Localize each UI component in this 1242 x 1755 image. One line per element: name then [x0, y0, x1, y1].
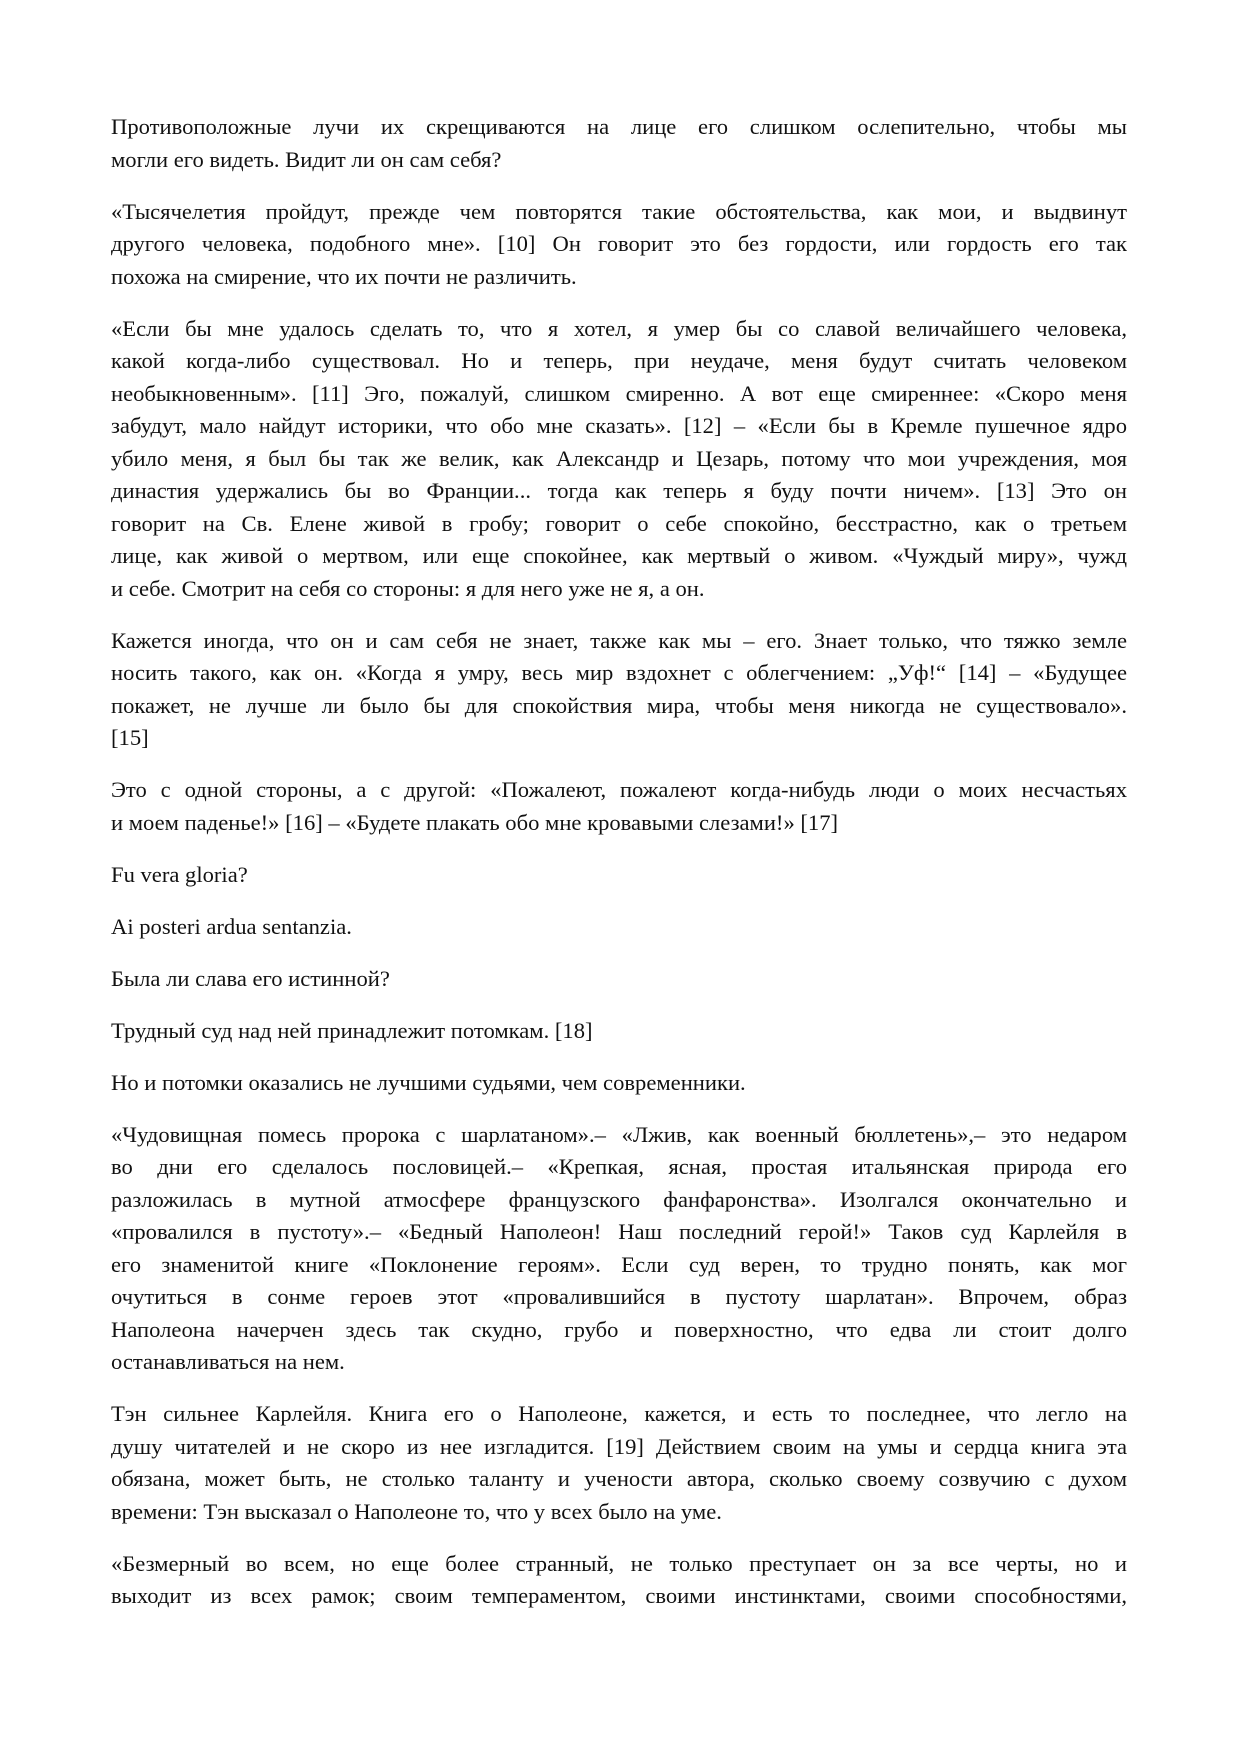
- text-line: Кажется иногда, что он и сам себя не знает, также как мы – его. Знает только, что тяжко земле: [111, 627, 1127, 653]
- text-line: разложилась в мутной атмосфере французского фанфаронства». Изолгался окончательно и: [111, 1186, 1127, 1212]
- text-line: могли его видеть. Видит ли он сам себя?: [111, 146, 502, 172]
- paragraph: [111, 1548, 1127, 1613]
- text-line: времени: Тэн высказал о Наполеоне то, что у всех было на уме.: [111, 1498, 722, 1524]
- text-line: и себе. Смотрит на себя со стороны: я для него уже не я, а он.: [111, 575, 705, 601]
- text-line: выходит из всех рамок; своим темпераментом, своими инстинктами, своими способностями,: [111, 1583, 1127, 1608]
- paragraph: [111, 774, 1127, 839]
- text-line: Была ли слава его истинной?: [111, 965, 390, 991]
- text-line: Ai posteri ardua sentanzia.: [111, 913, 352, 939]
- document-page: [111, 111, 1127, 1632]
- text-line: носить такого, как он. «Когда я умру, весь мир вздохнет с облегчением: „Уф!“ [14] – «Будущее: [111, 660, 1127, 685]
- text-line: останавливаться на нем.: [111, 1349, 345, 1374]
- paragraph: [111, 1119, 1127, 1379]
- paragraph: [111, 111, 1127, 176]
- text-line: убило меня, я был бы так же велик, как Александр и Цезарь, потому что мои учреждения, моя: [111, 445, 1127, 471]
- text-line: необыкновенным». [11] Эго, пожалуй, слишком смиренно. А вот еще смиреннее: «Скоро меня: [111, 380, 1127, 406]
- text-line: «провалился в пустоту».– «Бедный Наполеон! Наш последний герой!» Таков суд Карлейля в: [111, 1219, 1127, 1244]
- paragraph: [111, 859, 1127, 892]
- text-line: очутиться в сонме героев этот «провалившийся в пустоту шарлатан». Впрочем, образ: [111, 1284, 1127, 1309]
- text-line: Трудный суд над ней принадлежит потомкам. [18]: [111, 1017, 593, 1043]
- text-line: «Тысячелетия пройдут, прежде чем повторятся такие обстоятельства, как мои, и выдвинут: [111, 198, 1127, 224]
- text-line: душу читателей и не скоро из нее изгладится. [19] Действием своим на умы и сердца книга эта: [111, 1433, 1127, 1459]
- text-line: похожа на смирение, что их почти не различить.: [111, 263, 577, 289]
- paragraph: [111, 196, 1127, 294]
- text-line: [15]: [111, 725, 149, 750]
- text-line: покажет, не лучше ли было бы для спокойствия мира, чтобы меня никогда не существовало».: [111, 692, 1127, 718]
- paragraph: [111, 1398, 1127, 1528]
- text-line: Это с одной стороны, а с другой: «Пожалеют, пожалеют когда-нибудь люди о моих несчастьях: [111, 777, 1127, 802]
- text-line: обязана, может быть, не столько таланту и учености автора, сколько своему созвучию с духом: [111, 1466, 1127, 1491]
- text-line: во дни его сделалось пословицей.– «Крепкая, ясная, простая итальянская природа его: [111, 1154, 1127, 1179]
- text-line: и моем паденье!» [16] – «Будете плакать обо мне кровавыми слезами!» [17]: [111, 809, 839, 835]
- paragraph: [111, 1067, 1127, 1100]
- text-line: династия удержались бы во Франции... тогда как теперь я буду почти ничем». [13] Это он: [111, 478, 1127, 503]
- text-line: говорит на Св. Елене живой в гробу; говорит о себе спокойно, бесстрастно, как о третьем: [111, 510, 1127, 536]
- text-line: «Если бы мне удалось сделать то, что я хотел, я умер бы со славой величайшего человека,: [111, 315, 1127, 341]
- text-line: Наполеона начерчен здесь так скудно, грубо и поверхностно, что едва ли стоит долго: [111, 1316, 1127, 1342]
- text-line: его знаменитой книге «Поклонение героям». Если суд верен, то трудно понять, как мог: [111, 1251, 1127, 1277]
- text-line: какой когда-либо существовал. Но и теперь, при неудаче, меня будут считать человеком: [111, 348, 1127, 373]
- text-line: «Чудовищная помесь пророка с шарлатаном».– «Лжив, как военный бюллетень»,– это недаром: [111, 1121, 1127, 1147]
- text-line: забудут, мало найдут историки, что обо мне сказать». [12] – «Если бы в Кремле пушечное ядро: [111, 413, 1127, 438]
- paragraph: [111, 625, 1127, 755]
- text-line: Тэн сильнее Карлейля. Книга его о Наполеоне, кажется, и есть то последнее, что легло на: [111, 1401, 1127, 1426]
- text-line: лице, как живой о мертвом, или еще спокойнее, как мертвый о живом. «Чуждый миру», чужд: [111, 543, 1127, 568]
- text-line: Противоположные лучи их скрещиваются на лице его слишком ослепительно, чтобы мы: [111, 114, 1127, 139]
- text-line: Но и потомки оказались не лучшими судьями, чем современники.: [111, 1069, 746, 1095]
- paragraph: [111, 963, 1127, 996]
- text-line: Fu vera gloria?: [111, 861, 248, 887]
- text-line: другого человека, подобного мне». [10] Он говорит это без гордости, или гордость его так: [111, 231, 1127, 256]
- text-line: «Безмерный во всем, но еще более странный, не только преступает он за все черты, но и: [111, 1550, 1127, 1576]
- paragraph: [111, 911, 1127, 944]
- paragraph: [111, 313, 1127, 606]
- paragraph: [111, 1015, 1127, 1048]
